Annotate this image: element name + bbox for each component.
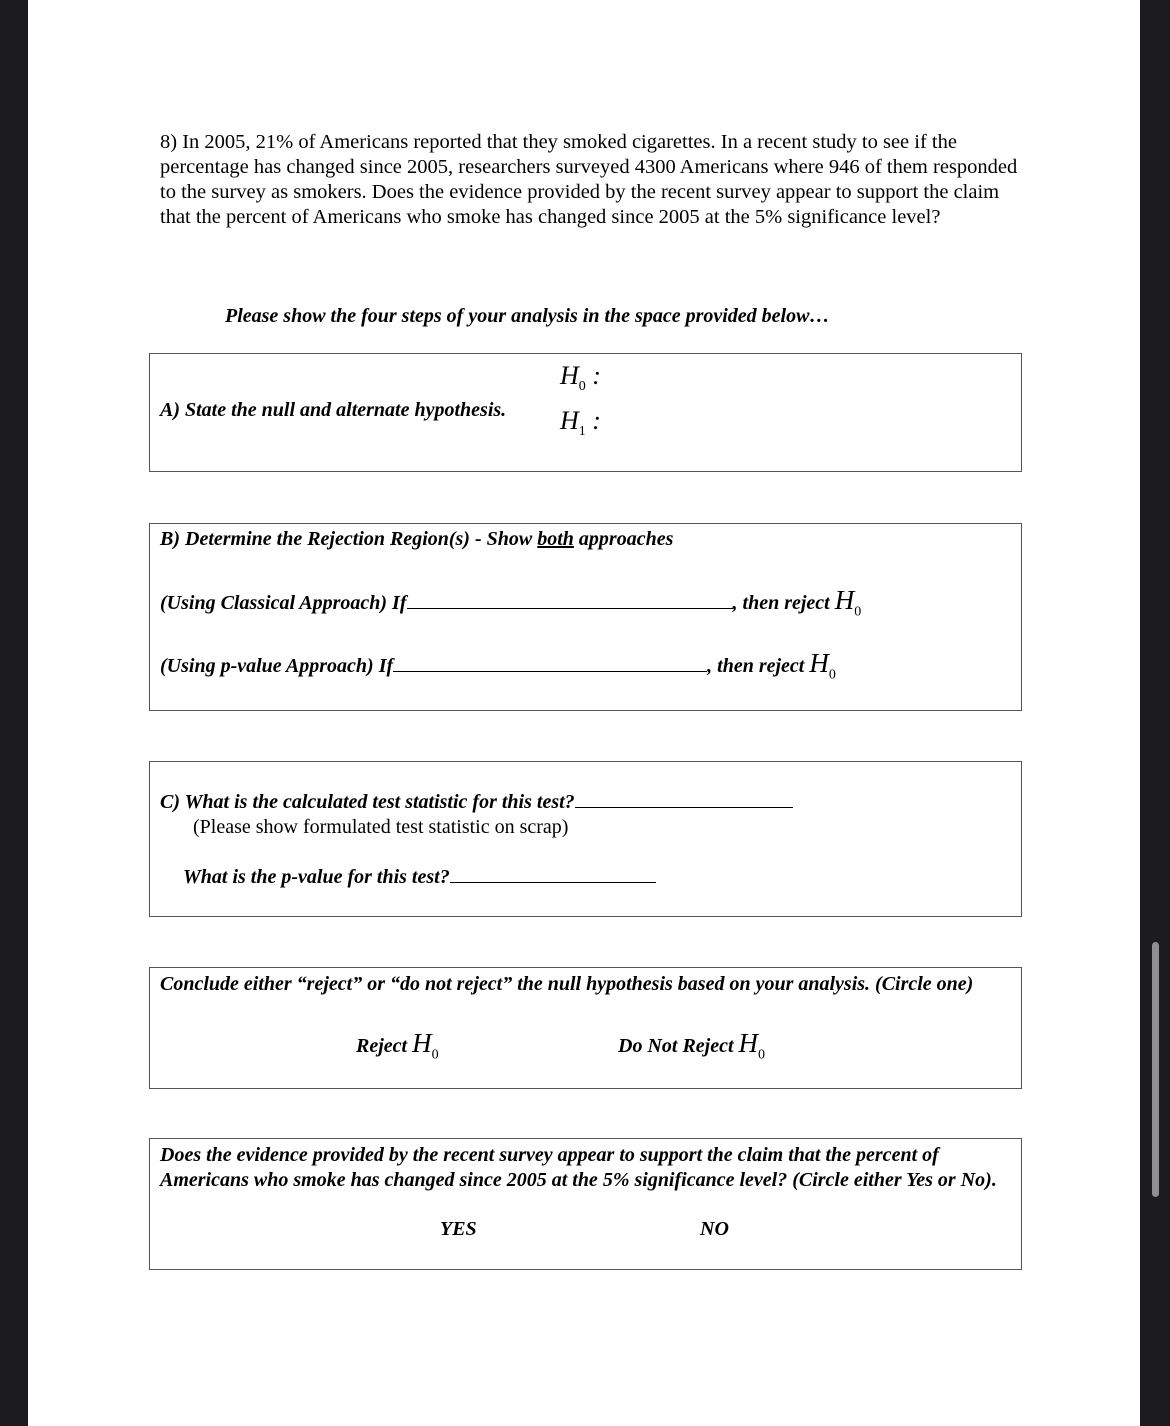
yes-option[interactable]: YES [440, 1218, 477, 1240]
test-statistic-row [160, 791, 793, 814]
classical-then-reject: , then reject [732, 592, 830, 614]
question-text: 8) In 2005, 21% of Americans reported that they smoked cigarettes. In a recent study to see if the percentage has changed since 2005, researchers surveyed 4300 Americans where 946 of them responded to the survey as smokers. Does the evidence provided by the recent survey appear to support the claim that the percent of Americans who smoke has changed since 2005 at the 5% significance level? [160, 131, 1018, 228]
p-value-blank[interactable] [450, 866, 656, 883]
classical-label: (Using Classical Approach) If [160, 592, 407, 614]
scrollbar[interactable] [1152, 942, 1159, 1197]
test-statistic-note: (Please show formulated test statistic on scrap) [193, 816, 569, 838]
h0-subscript: 0 [578, 379, 586, 395]
pvalue-blank[interactable] [393, 655, 707, 672]
pvalue-label: (Using p-value Approach) If [160, 655, 394, 677]
part-b-title-underlined: both [537, 528, 574, 550]
h1-colon: : [592, 406, 601, 435]
part-b-title-start: B) Determine the Rejection Region(s) - Show [160, 528, 538, 550]
conclusion-text: Conclude either “reject” or “do not reject” the null hypothesis based on your analysis. (Circle one) [160, 973, 974, 995]
pvalue-approach-row [160, 648, 836, 683]
part-a-label: A) State the null and alternate hypothesis. [160, 399, 507, 421]
reject-label: Reject [356, 1035, 408, 1057]
reject-h0: $H_0$ [412, 1028, 439, 1063]
p-value-row [183, 866, 656, 889]
p-value-question: What is the p-value for this test? [183, 866, 450, 888]
part-b-title-end: approaches [573, 528, 674, 550]
alternate-hypothesis [560, 406, 601, 440]
classical-h0: $H_0$ [834, 585, 862, 620]
part-b-title [160, 528, 673, 551]
h0-colon: : [592, 361, 601, 390]
null-hypothesis [560, 361, 601, 395]
no-option[interactable]: NO [700, 1218, 729, 1240]
reject-option[interactable] [356, 1028, 439, 1063]
classical-blank[interactable] [407, 592, 733, 609]
classical-approach-row [160, 585, 861, 620]
h0-symbol: H [560, 361, 579, 390]
pvalue-h0: $H_0$ [809, 648, 836, 683]
do-not-reject-label: Do Not Reject [618, 1035, 734, 1057]
h1-subscript: 1 [578, 424, 586, 440]
part-c-box [149, 761, 1022, 917]
test-statistic-blank[interactable] [575, 791, 793, 808]
test-statistic-question: C) What is the calculated test statistic for this test? [160, 791, 575, 813]
final-question-text: Does the evidence provided by the recent survey appear to support the claim that the percent of Americans who smoke has changed since 2005 at the 5% significance level? (Circle either Yes or No). [160, 1144, 997, 1191]
do-not-reject-h0: $H_0$ [738, 1028, 766, 1063]
pvalue-then-reject: , then reject [707, 655, 805, 677]
do-not-reject-option[interactable] [618, 1028, 765, 1063]
instruction-text: Please show the four steps of your analysis in the space provided below… [225, 305, 830, 327]
h1-symbol: H [560, 406, 579, 435]
